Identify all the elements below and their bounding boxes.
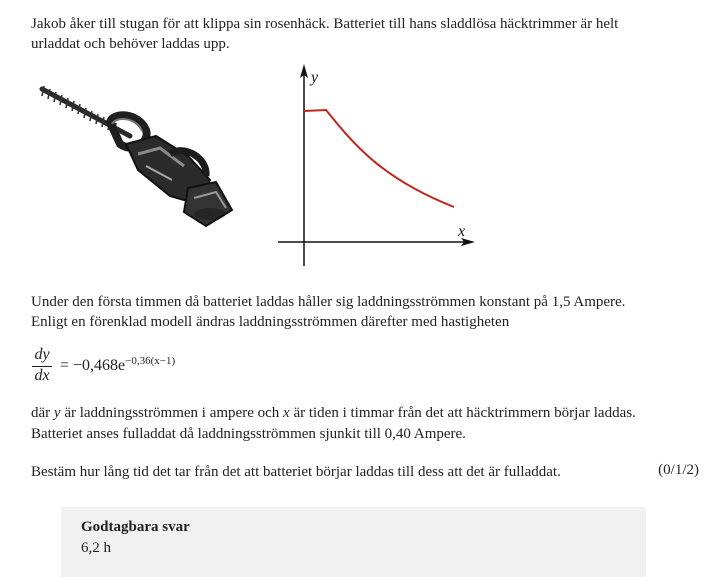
var-y: y bbox=[53, 405, 61, 421]
fraction-denominator: dx bbox=[34, 367, 50, 384]
variable-definitions: där y är laddningsströmmen i ampere och x är tiden i timmar från det att häcktrimmern börjar laddas. Batteriet anses fulladdat då laddningsströmmen sjunkit till 0,40 Ampere. bbox=[31, 405, 636, 442]
current-curve bbox=[304, 110, 454, 207]
model-description: Under den första timmen då batteriet laddas håller sig laddningsströmmen konstant på 1,5 Ampere. Enligt en förenklad modell ändras laddningsströmmen därefter med hastigheten bbox=[31, 294, 626, 330]
rhs-coefficient: = −0,468e bbox=[60, 357, 126, 374]
hedge-trimmer-image bbox=[38, 84, 238, 234]
points-indicator: (0/1/2) bbox=[658, 462, 699, 478]
var-x: x bbox=[283, 405, 290, 421]
answer-box bbox=[61, 507, 646, 577]
question-text: Bestäm hur lång tid det tar från det att batteriet börjar laddas till dess att det är fulladdat. bbox=[31, 464, 561, 480]
current-graph bbox=[270, 60, 482, 270]
fraction-numerator: dy bbox=[34, 346, 50, 363]
equation-rhs bbox=[60, 357, 175, 375]
answer-title: Godtagbara svar bbox=[81, 519, 190, 535]
x-axis-label: x bbox=[458, 223, 466, 240]
answer-value: 6,2 h bbox=[81, 540, 111, 556]
rhs-exponent: −0,36(x−1) bbox=[125, 355, 176, 367]
intro-text: Jakob åker till stugan för att klippa sin rosenhäck. Batteriet till hans sladdlösa häcktrimmer är helt urladdat och behöver laddas upp. bbox=[31, 16, 619, 52]
y-axis-label: y bbox=[311, 69, 319, 86]
